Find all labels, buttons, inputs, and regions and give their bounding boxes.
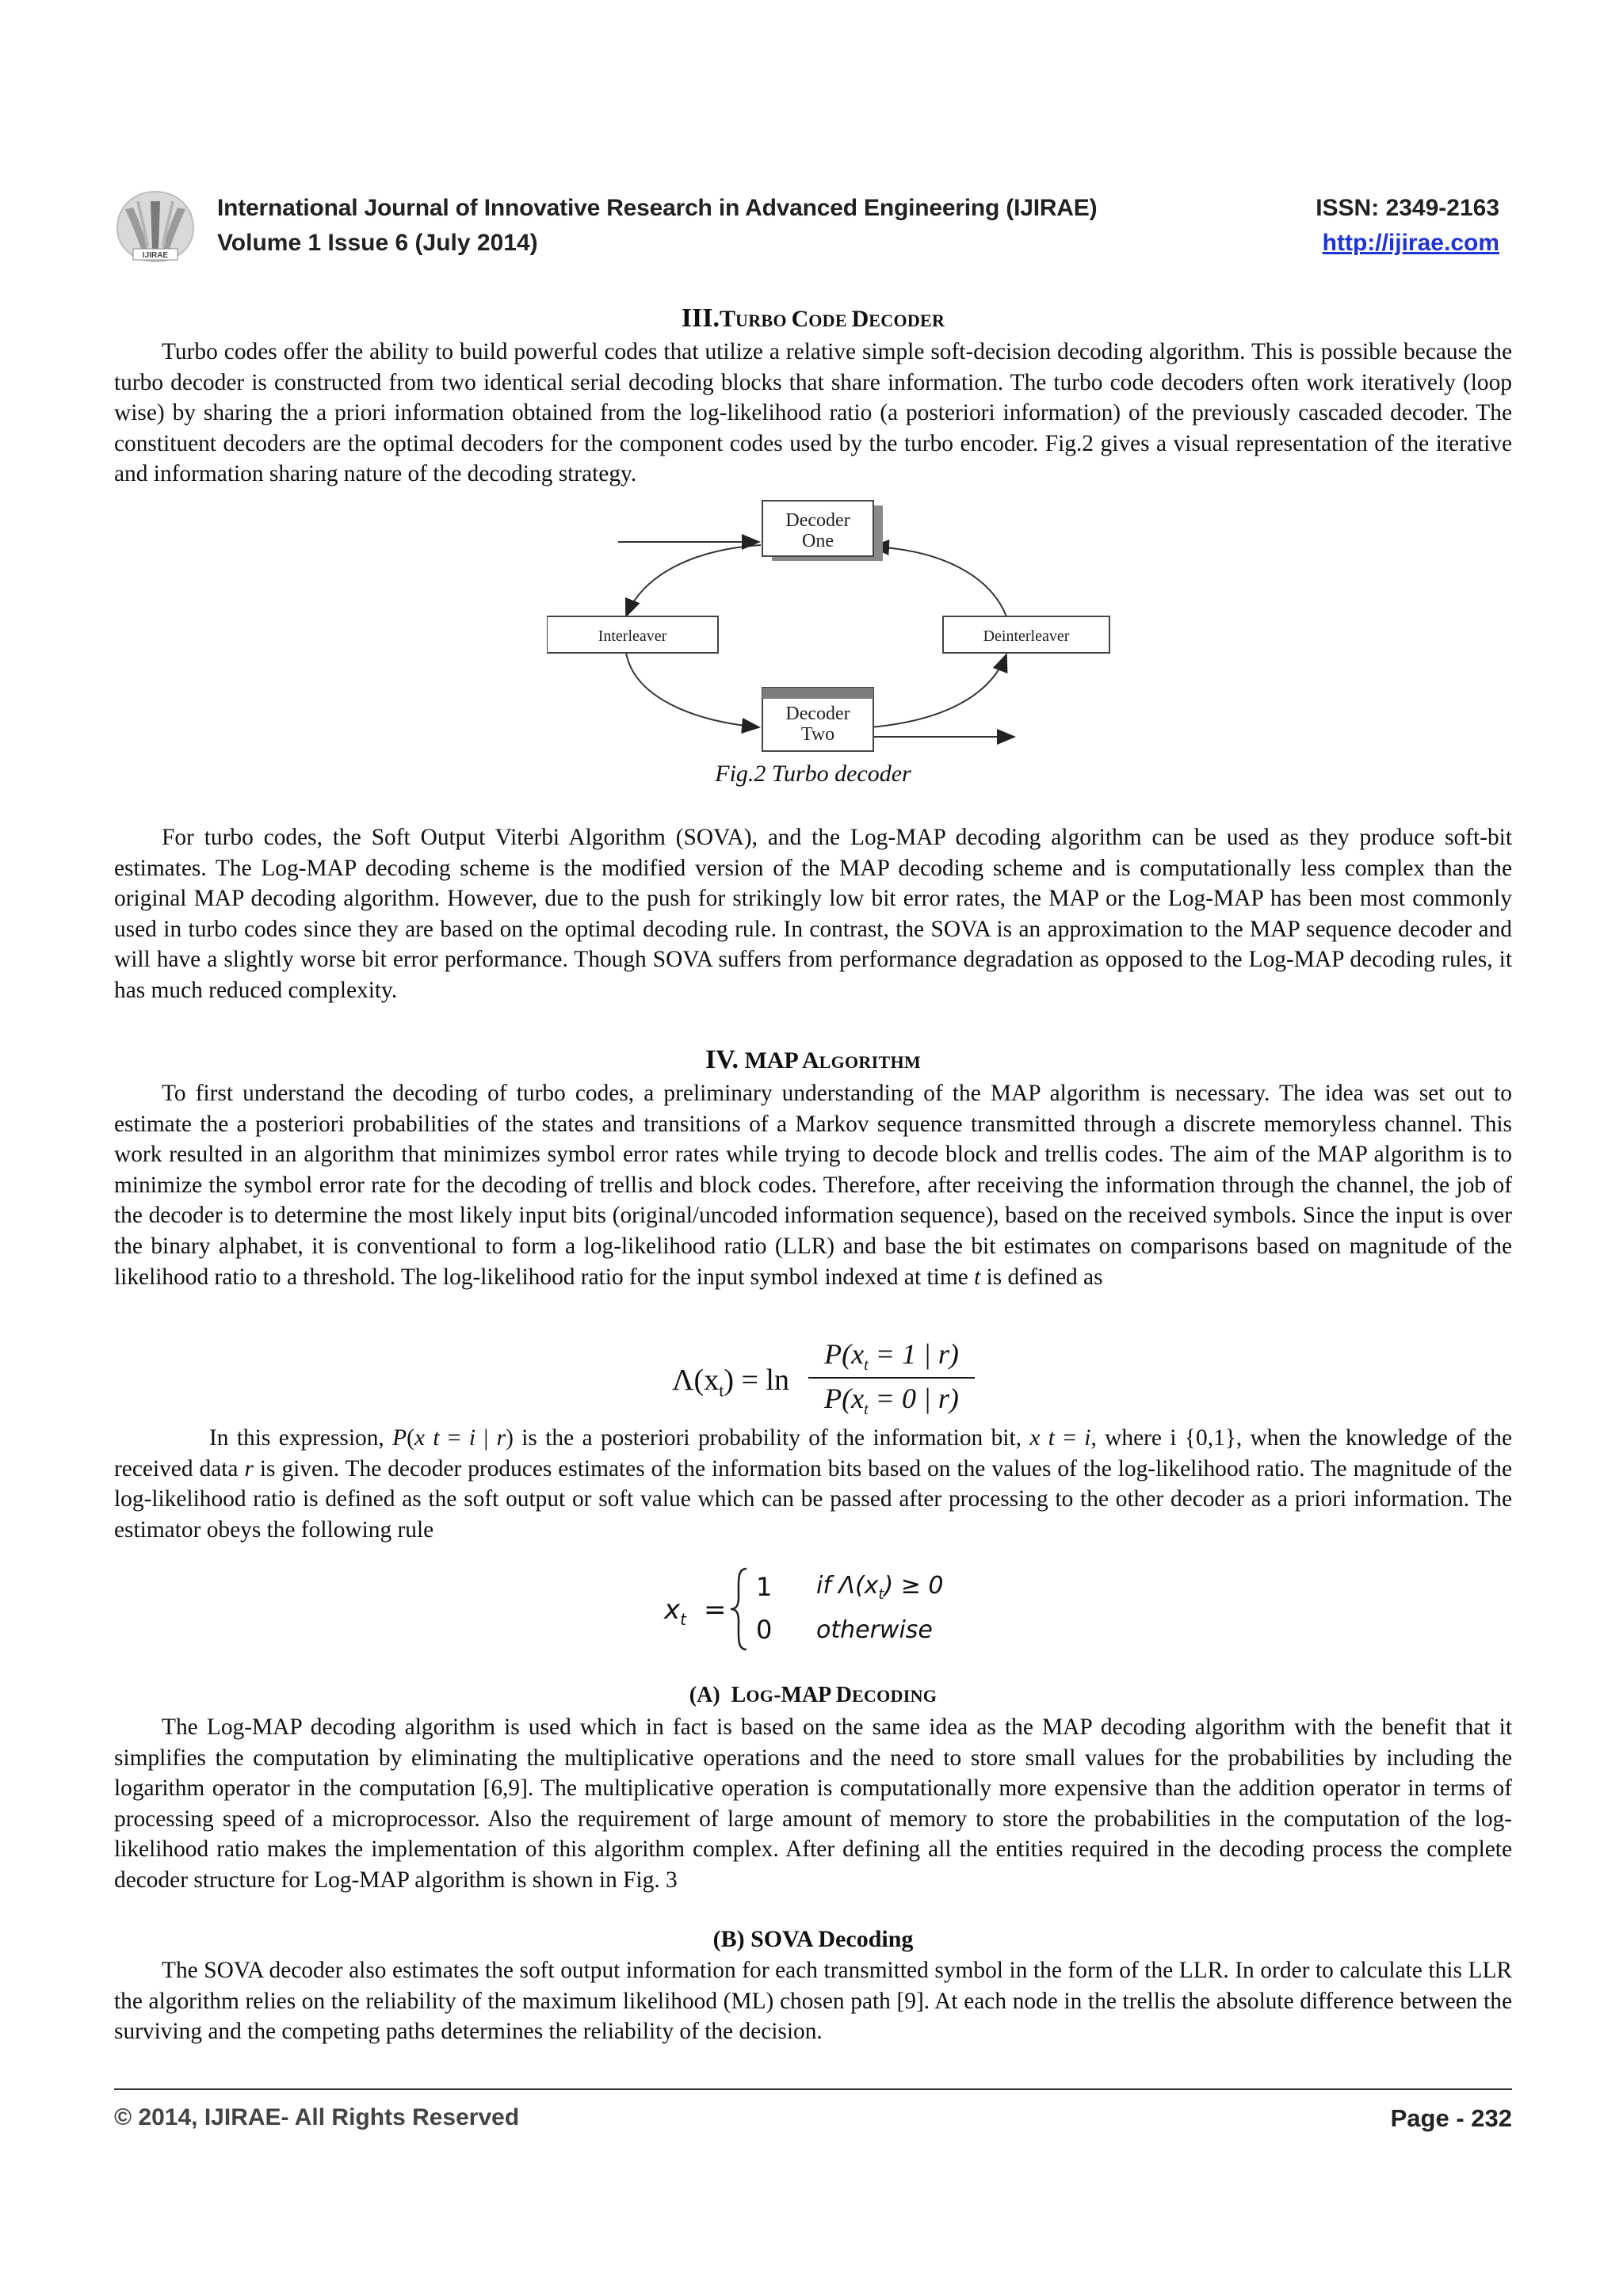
math-variable: r: [496, 1425, 506, 1451]
interleaver-label: Interleaver: [598, 627, 667, 645]
section-3-continued: [114, 822, 1512, 1006]
text-run: =: [1054, 1425, 1085, 1451]
subsection-b: [114, 1924, 1512, 2047]
heading-part: URBO: [735, 311, 792, 330]
arrow-deinterleaver-to-decoder-one: [872, 547, 1006, 616]
math-variable: x t: [1029, 1425, 1055, 1451]
math-variable: P: [392, 1425, 407, 1451]
text-run: is defined as: [980, 1264, 1103, 1290]
heading-cap-d: D: [851, 306, 869, 332]
text-run: To first understand the decoding of turbo codes, a preliminary understanding of the MAP algorithm is necessary. The idea was set out to estimate the a posteriori probabilities of the states and transitions of a Markov sequence transmitted through a discrete memoryless channel. This work resulted in an algorithm that minimizes symbol error rates while trying to decode block and trellis codes. The aim of the MAP algorithm is to minimize the symbol error rate for the decoding of trellis and block codes. Therefore, after receiving the information through the channel, the job of the decoder is to determine the most likely input bits (original/uncoded information sequence), based on the received symbols. Since the input is over the binary alphabet, it is conventional to form a log-likelihood ratio (LLR) and base the bit estimates on comparisons based on magnitude of the likelihood ratio to a threshold. The log-likelihood ratio for the input symbol indexed at time: [114, 1081, 1512, 1290]
subsection-b-paragraph: The SOVA decoder also estimates the soft output information for each transmitted symbol in the form of the LLR. In order to calculate this LLR the algorithm relies on the reliability of the maximum likelihood (ML) chosen path [9]. At each node in the trellis the absolute difference between the surviving and the competing paths determines the reliability of the decision.: [114, 1958, 1512, 2045]
eq2-equals: =: [704, 1594, 727, 1626]
text-run: In this expression,: [209, 1425, 393, 1451]
eq2-sub: t: [680, 1609, 686, 1629]
decoder-two-shadow: [762, 688, 873, 699]
journal-title: International Journal of Innovative Research in Advanced Engineering (IJIRAE): [217, 195, 1098, 221]
arrow-decoder-two-to-deinterleaver: [870, 654, 1006, 727]
equation-llr: $\Lambda(x_t) = \ln$ $P(x_t = 1$ | r) $P(x_t = 0$ | r): [672, 1337, 973, 1421]
ijirae-logo-icon: [109, 185, 201, 268]
eq-den: P(x: [824, 1383, 865, 1414]
text-run: |: [475, 1425, 497, 1451]
eq2-case-2-value: 0: [756, 1615, 773, 1645]
section-3-heading: [114, 303, 1512, 337]
fraction-bar: [808, 1377, 975, 1379]
eq-den-rest: = 0 | r): [868, 1383, 959, 1414]
text-run: (: [407, 1425, 414, 1451]
eq2-case-1-rest: ) ≥ 0: [884, 1572, 944, 1600]
section-4-number: IV.: [705, 1045, 739, 1074]
math-variable: r: [244, 1455, 254, 1482]
section-3-paragraph-1: Turbo codes offer the ability to build powerful codes that utilize a relative simple soft-decision decoding algorithm. This is possible because the turbo decoder is constructed from two identical serial decoding blocks that share information. The turbo code decoders often work iteratively (loop wise) by sharing the a priori information obtained from the log-likelihood ratio (a posteriori information) of the previously cascaded decoder. The constituent decoders are the optimal decoders for the component codes used by the turbo encoder. Fig.2 gives a visual representation of the iterative and information sharing nature of the decoding strategy.: [114, 339, 1512, 487]
deinterleaver-label: Deinterleaver: [983, 627, 1070, 645]
journal-volume: Volume 1 Issue 6 (July 2014): [217, 230, 538, 256]
footer-page-number: Page - 232: [1390, 2104, 1512, 2132]
text-run: is given. The decoder produces estimates of the information bits based on the values of the log-likelihood ratio. The magnitude of the log-likelihood ratio is defined as the soft output or soft value which can be passed after processing to the other decoder as a priori information. The estimator obeys the following rule: [114, 1455, 1512, 1543]
eq-num: P(x: [824, 1338, 865, 1370]
journal-issn: ISSN: 2349-2163: [1316, 195, 1499, 221]
math-variable: i: [468, 1425, 475, 1451]
arrow-interleaver-to-decoder-two: [626, 653, 759, 727]
subsection-a-paragraph: The Log-MAP decoding algorithm is used which in fact is based on the same idea as the MAP decoding algorithm with the benefit that it simplifies the computation by eliminating the multiplicative operations and the need to store small values for the probabilities by including the logarithm operator in the computation [6,9]. The multiplicative operation is computationally more expensive than the addition operator in terms of processing speed of a microprocessor. Also the requirement of large amount of memory to store the probabilities in the computation of the log-likelihood ratio makes the implementation of this algorithm complex. After defining all the entities required in the decoding process the complete decoder structure for Log-MAP algorithm is shown in Fig. 3: [114, 1714, 1512, 1893]
eq-lhs: Λ(x: [672, 1363, 720, 1397]
eq2-case-1-condition: if Λ(x: [816, 1572, 879, 1600]
equation-decision-rule: $x_t$ = 1 if $\Lambda(x_t) \ge 0$ 0 otherwise: [664, 1566, 997, 1653]
subsection-b-heading: (B) SOVA Decoding: [712, 1926, 914, 1952]
section-4-paragraph-1: [114, 1078, 1512, 1292]
logo-text: IJIRAE: [142, 251, 169, 260]
heading-part: LGORITHM: [819, 1052, 921, 1072]
figure-2-caption: Fig.2 Turbo decoder: [715, 761, 911, 787]
eq-num-rest: = 1 | r): [868, 1338, 959, 1370]
section-3-number: III.: [681, 303, 720, 333]
eq2-case-1-value: 1: [756, 1572, 773, 1602]
heading-part: MAP A: [744, 1047, 819, 1074]
eq-ln: ) = ln: [724, 1363, 789, 1397]
heading-cap-t: T: [719, 306, 735, 332]
footer-divider: [114, 2088, 1512, 2090]
heading-part: ODE: [808, 311, 852, 330]
eq2-case-2-condition: otherwise: [816, 1616, 933, 1644]
subsection-a-heading: [114, 1680, 1512, 1712]
section-3-paragraph-2: For turbo codes, the Soft Output Viterbi Algorithm (SOVA), and the Log-MAP decoding algorithm can be used as they produce soft-bit estimates. The Log-MAP decoding scheme is the modified version of the MAP decoding scheme and is computationally less complex than the original MAP decoding algorithm. However, due to the push for strikingly low bit error rates, the MAP or the Log-MAP has been most commonly used in turbo codes since they are based on the optimal decoding rule. In contrast, the SOVA is an approximation to the MAP sequence decoder and will have a slightly worse bit error performance. Though SOVA suffers from performance degradation as opposed to the Log-MAP decoding rules, it has much reduced complexity.: [114, 825, 1512, 1003]
subsection-a: [114, 1680, 1512, 1896]
text-run: , where i {0,1}, when the knowledge of the received data: [114, 1425, 1512, 1482]
heading-part: ECODER: [869, 311, 945, 330]
text-run: =: [439, 1425, 469, 1451]
decoder-one-label-1: Decoder: [785, 510, 850, 531]
heading-part: ECODING: [851, 1686, 938, 1706]
footer-copyright: © 2014, IJIRAE- All Rights Reserved: [114, 2104, 520, 2130]
heading-cap-c: C: [791, 306, 809, 332]
math-variable: t: [974, 1264, 981, 1290]
eq2-lhs: x: [664, 1594, 681, 1626]
math-variable: x t: [414, 1425, 440, 1451]
heading-part: -MAP D: [773, 1683, 852, 1707]
section-4: [114, 1044, 1512, 1292]
heading-part: (A): [689, 1683, 720, 1707]
heading-part: OG: [746, 1686, 774, 1706]
decoder-two-label-1: Decoder: [785, 704, 850, 724]
section-4-paragraph-2: [114, 1423, 1512, 1545]
section-4-continued: [114, 1423, 1512, 1545]
math-variable: i: [1084, 1425, 1091, 1451]
decoder-two-label-2: Two: [800, 724, 835, 745]
heading-part: L: [731, 1683, 747, 1707]
section-3: [114, 303, 1512, 490]
decoder-one-label-2: One: [802, 531, 834, 551]
arrow-decoder-one-to-interleaver: [626, 545, 761, 616]
section-4-heading: [114, 1044, 1512, 1078]
left-brace-icon: [727, 1566, 751, 1653]
text-run: ) is the a posteriori probability of the information bit,: [506, 1425, 1030, 1451]
figure-2-diagram: [547, 498, 1117, 767]
journal-url-link[interactable]: http://ijirae.com: [1322, 230, 1499, 256]
eq-sub: t: [719, 1380, 724, 1401]
